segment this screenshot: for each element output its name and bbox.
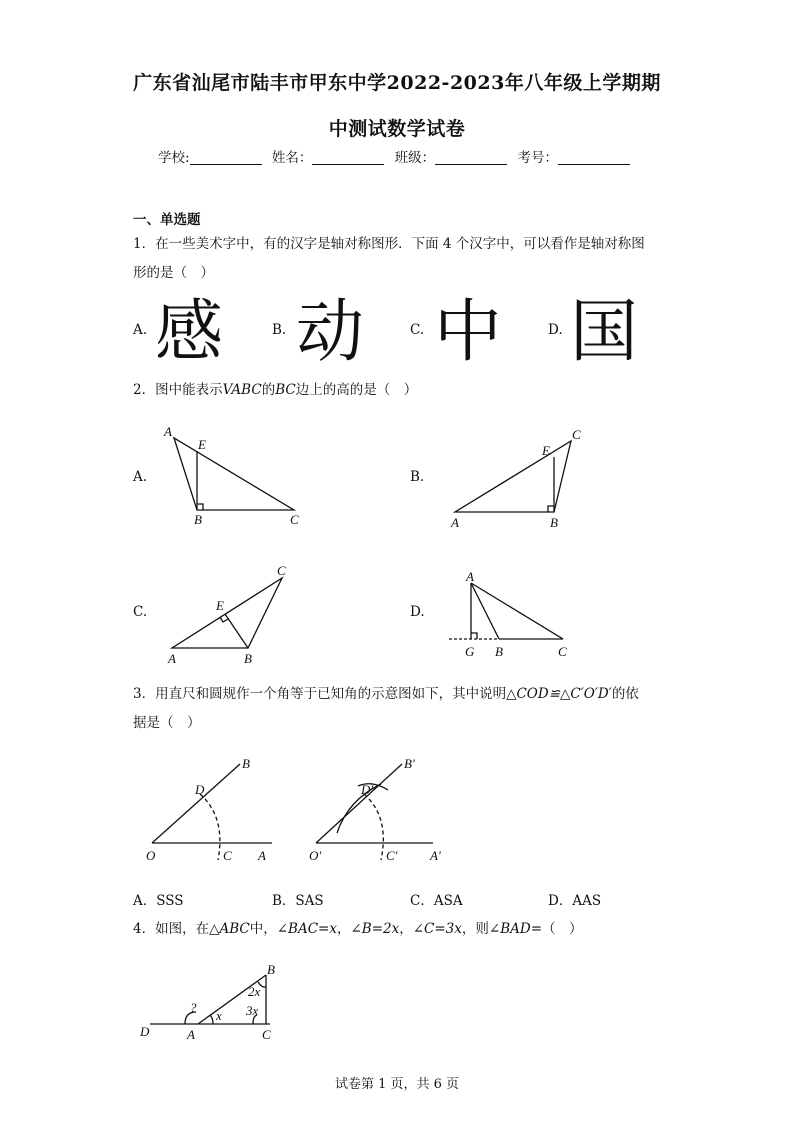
q2-side: BC xyxy=(275,382,296,398)
label-o: O xyxy=(146,848,156,863)
q1-option-b-char: 动 xyxy=(296,293,365,372)
exam-number-label: 考号： xyxy=(517,150,558,166)
label-c: C xyxy=(290,512,299,527)
label-b-prime: B′ xyxy=(404,756,415,771)
q3-option-c: C．ASA xyxy=(410,893,463,909)
page-title-line2: 中测试数学试卷 xyxy=(328,118,466,140)
q1-option-c-char: 中 xyxy=(434,293,503,372)
label-g: G xyxy=(465,644,475,659)
q3-congruence: △COD≌△C′O′D′ xyxy=(506,686,612,702)
q1-option-a-label: A. xyxy=(133,322,148,338)
label-d: D xyxy=(140,1024,150,1039)
label-angle-x: x xyxy=(216,1008,222,1023)
q2-option-d-label: D. xyxy=(410,604,425,620)
label-e: E xyxy=(198,437,206,452)
q4-figure xyxy=(139,962,275,1042)
label-b: B xyxy=(244,651,252,666)
label-a: A xyxy=(466,569,474,584)
label-b: B xyxy=(267,962,275,977)
q3-option-b: B．SAS xyxy=(272,893,324,909)
q2-option-a-label: A. xyxy=(133,469,148,485)
q1-option-b-label: B. xyxy=(272,322,287,338)
class-label: 班级： xyxy=(394,150,436,166)
label-b: B xyxy=(242,756,250,771)
label-c-prime: C′ xyxy=(386,848,398,863)
q2-text: 2．图中能表示VABC的BC边上的高的是（ ） xyxy=(133,382,418,398)
q2-option-b-label: B. xyxy=(410,469,425,485)
q3-text-line1: 3．用直尺和圆规作一个角等于已知角的示意图如下，其中说明△COD≌△C′O′D′的依 xyxy=(133,686,639,702)
q1-option-d-char: 国 xyxy=(570,293,639,372)
label-d: D xyxy=(195,782,205,797)
label-angle-2x: 2x xyxy=(248,984,261,999)
label-a: A xyxy=(168,651,176,666)
q3-option-d: D．AAS xyxy=(548,893,602,909)
label-b: B xyxy=(550,515,558,530)
q1-text-line2: 形的是（ ） xyxy=(133,265,214,281)
q1-text-line1: 1．在一些美术字中，有的汉字是轴对称图形．下面 4 个汉字中，可以看作是轴对称图 xyxy=(133,236,645,252)
q3-option-a: A．SSS xyxy=(133,893,184,909)
school-label: 学校: xyxy=(158,150,190,166)
q2-triangle: VABC xyxy=(222,382,262,398)
label-b: B xyxy=(194,512,202,527)
label-a-prime: A′ xyxy=(430,848,441,863)
label-e: E xyxy=(542,443,550,458)
label-question: ? xyxy=(190,1000,197,1015)
q2-figure-a xyxy=(163,424,299,527)
q3-figure-right xyxy=(309,756,441,863)
q3-figure-left xyxy=(146,756,272,863)
label-c: C xyxy=(223,848,232,863)
label-c: C xyxy=(572,427,581,442)
label-a: A xyxy=(451,515,459,530)
section-heading: 一、单选题 xyxy=(133,212,201,228)
label-a: A xyxy=(258,848,266,863)
label-a: A xyxy=(187,1027,195,1042)
label-angle-3x: 3x xyxy=(246,1003,259,1018)
q4-text: 4．如图，在△ABC中，∠BAC=x，∠B=2x，∠C=3x，则∠BAD=（ ） xyxy=(133,921,583,937)
label-b: B xyxy=(495,644,503,659)
q2-figure-d xyxy=(449,569,567,659)
q3-text-line2: 据是（ ） xyxy=(133,715,201,731)
label-a: A xyxy=(164,424,172,439)
q2-figure-c xyxy=(167,563,286,666)
q1-option-a-char: 感 xyxy=(155,293,224,372)
label-e: E xyxy=(216,598,224,613)
label-c: C xyxy=(558,644,567,659)
label-o-prime: O′ xyxy=(309,848,322,863)
label-c: C xyxy=(262,1027,271,1042)
name-label: 姓名： xyxy=(271,150,313,166)
label-c: C xyxy=(277,563,286,578)
q2-option-c-label: C. xyxy=(133,604,148,620)
q1-option-d-label: D. xyxy=(548,322,563,338)
label-d-prime: D′ xyxy=(361,782,374,797)
q1-option-c-label: C. xyxy=(410,322,425,338)
page-footer: 试卷第 1 页，共 6 页 xyxy=(334,1077,460,1092)
q2-figure-b xyxy=(450,427,581,530)
page-title-line1: 广东省汕尾市陆丰市甲东中学2022-2023年八年级上学期期 xyxy=(133,72,661,94)
